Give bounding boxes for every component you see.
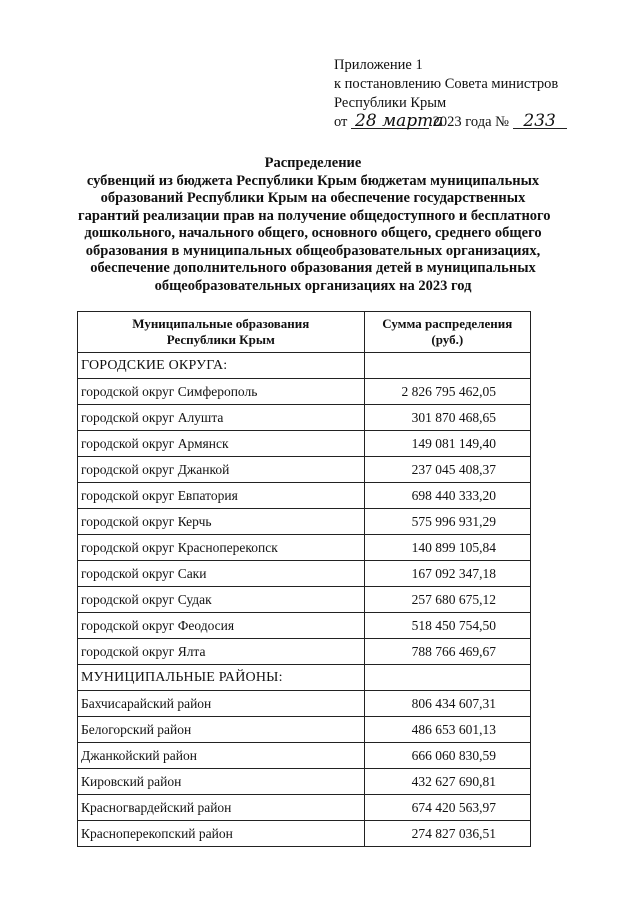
distribution-amount: 486 653 601,13 xyxy=(364,717,530,743)
title-line-2: субвенций из бюджета Республики Крым бюджетам муниципальных xyxy=(86,172,540,189)
municipality-name: городской округ Саки xyxy=(78,561,365,587)
table-row xyxy=(78,431,531,457)
table-row xyxy=(78,691,531,717)
title-line-5: дошкольного, начального общего, основного общего, среднего общего xyxy=(84,225,542,241)
distribution-amount: 432 627 690,81 xyxy=(364,769,530,795)
title-line-3: образований Республики Крым на обеспечение государственных xyxy=(100,190,526,206)
header-amount-line1: Сумма распределения xyxy=(382,316,513,331)
handwritten-number: 233 xyxy=(513,114,567,129)
table-row xyxy=(78,457,531,483)
table-row xyxy=(78,561,531,587)
table-row xyxy=(78,405,531,431)
table-row xyxy=(78,613,531,639)
appendix-number: Приложение 1 xyxy=(334,57,423,73)
section-empty-cell xyxy=(364,353,530,379)
appendix-header xyxy=(334,56,624,132)
distribution-amount: 257 680 675,12 xyxy=(364,587,530,613)
municipality-name: Джанкойский район xyxy=(78,743,365,769)
distribution-amount: 674 420 563,97 xyxy=(364,795,530,821)
municipality-name: городской округ Армянск xyxy=(78,431,365,457)
date-prefix: от xyxy=(334,114,348,130)
table-row xyxy=(78,769,531,795)
document-title xyxy=(78,155,551,295)
distribution-amount: 788 766 469,67 xyxy=(364,639,530,665)
municipality-name: Белогорский район xyxy=(78,717,365,743)
municipality-name: городской округ Керчь xyxy=(78,509,365,535)
municipality-name: Бахчисарайский район xyxy=(78,691,365,717)
table-row xyxy=(78,795,531,821)
distribution-amount: 806 434 607,31 xyxy=(364,691,530,717)
header-amount xyxy=(364,312,530,353)
title-line-1: Распределение xyxy=(264,155,362,171)
table-row xyxy=(78,743,531,769)
distribution-amount: 575 996 931,29 xyxy=(364,509,530,535)
distribution-amount: 140 899 105,84 xyxy=(364,535,530,561)
section-row-city-districts xyxy=(78,353,531,379)
section-label-city-districts: ГОРОДСКИЕ ОКРУГА: xyxy=(78,353,365,379)
municipality-name: Красногвардейский район xyxy=(78,795,365,821)
header-amount-line2: (руб.) xyxy=(431,332,464,347)
municipality-name: городской округ Феодосия xyxy=(78,613,365,639)
table-row xyxy=(78,717,531,743)
title-line-7: обеспечение дополнительного образования детей в муниципальных xyxy=(90,260,536,276)
municipality-name: Кировский район xyxy=(78,769,365,795)
header-municipality-line1: Муниципальные образования xyxy=(132,316,310,331)
title-line-6: образования в муниципальных общеобразовательных организациях, xyxy=(85,242,541,259)
distribution-amount: 518 450 754,50 xyxy=(364,613,530,639)
appendix-date-line xyxy=(334,113,624,132)
distribution-amount: 274 827 036,51 xyxy=(364,821,530,847)
section-empty-cell xyxy=(364,665,530,691)
distribution-amount: 698 440 333,20 xyxy=(364,483,530,509)
table-row xyxy=(78,509,531,535)
appendix-issuer: Республики Крым xyxy=(334,95,447,111)
municipality-name: городской округ Красноперекопск xyxy=(78,535,365,561)
table-header-row xyxy=(78,312,531,353)
municipality-name: городской округ Судак xyxy=(78,587,365,613)
distribution-table xyxy=(77,311,531,847)
year-text: 2023 года № xyxy=(432,114,509,130)
table-row xyxy=(78,379,531,405)
section-row-municipal-districts xyxy=(78,665,531,691)
table-row xyxy=(78,483,531,509)
title-line-8: общеобразовательных организациях на 2023 год xyxy=(154,277,472,294)
distribution-amount: 301 870 468,65 xyxy=(364,405,530,431)
municipality-name: городской округ Симферополь xyxy=(78,379,365,405)
municipality-name: городской округ Джанкой xyxy=(78,457,365,483)
distribution-amount: 149 081 149,40 xyxy=(364,431,530,457)
municipality-name: городской округ Евпатория xyxy=(78,483,365,509)
appendix-resolution-ref: к постановлению Совета министров xyxy=(334,76,559,92)
handwritten-date: 28 марта xyxy=(351,114,429,129)
municipality-name: городской округ Алушта xyxy=(78,405,365,431)
distribution-amount: 167 092 347,18 xyxy=(364,561,530,587)
header-municipality xyxy=(78,312,365,353)
header-municipality-line2: Республики Крым xyxy=(166,332,275,347)
table-body xyxy=(78,353,531,847)
distribution-amount: 2 826 795 462,05 xyxy=(364,379,530,405)
table-row xyxy=(78,821,531,847)
title-line-4: гарантий реализации прав на получение общедоступного и бесплатного xyxy=(78,207,551,224)
table-row xyxy=(78,639,531,665)
distribution-amount: 666 060 830,59 xyxy=(364,743,530,769)
municipality-name: Красноперекопский район xyxy=(78,821,365,847)
table-row xyxy=(78,535,531,561)
municipality-name: городской округ Ялта xyxy=(78,639,365,665)
table-row xyxy=(78,587,531,613)
distribution-amount: 237 045 408,37 xyxy=(364,457,530,483)
section-label-municipal-districts: МУНИЦИПАЛЬНЫЕ РАЙОНЫ: xyxy=(78,665,365,691)
